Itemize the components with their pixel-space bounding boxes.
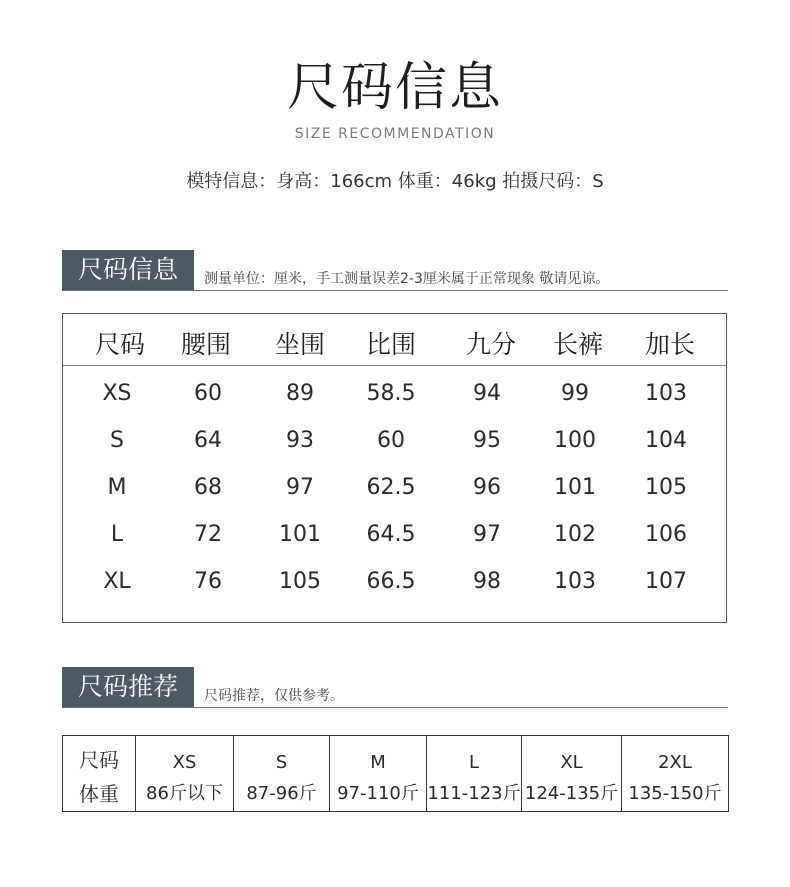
table-cell: 100 <box>554 428 596 453</box>
page-title: 尺码信息 <box>286 58 503 118</box>
table-cell: 105 <box>645 475 687 500</box>
table-cell: 68 <box>194 475 222 500</box>
table-cell: 101 <box>279 522 321 547</box>
table-cell: S <box>110 428 124 453</box>
table-cell: 96 <box>473 475 501 500</box>
table-cell: 103 <box>645 381 687 406</box>
table-cell: XL <box>103 569 131 594</box>
table-row <box>63 475 726 505</box>
table-cell: 98 <box>473 569 501 594</box>
table-cell: 94 <box>473 381 501 406</box>
table-cell: 60 <box>377 428 405 453</box>
table-cell: 102 <box>554 522 596 547</box>
table-cell: L <box>427 736 522 774</box>
table-cell: 99 <box>561 381 589 406</box>
table-cell: 60 <box>194 381 222 406</box>
size-row-label: 尺码 <box>63 736 136 774</box>
table-cell: 97 <box>473 522 501 547</box>
table-cell: 105 <box>279 569 321 594</box>
table-cell: 86斤以下 <box>136 773 234 812</box>
weight-row <box>63 773 729 812</box>
recommend-table <box>62 735 729 812</box>
table-row <box>63 569 726 599</box>
model-info: 模特信息：身高：166cm 体重：46kg 拍摄尺码：S <box>186 171 604 192</box>
table-cell: M <box>330 736 427 774</box>
table-cell: 62.5 <box>366 475 416 500</box>
table-cell: M <box>107 475 127 500</box>
column-header: 加长 <box>644 330 695 359</box>
table-cell: 97 <box>286 475 314 500</box>
size-section-header <box>62 250 728 291</box>
table-cell: 135-150斤 <box>622 773 729 812</box>
table-cell: XS <box>102 381 132 406</box>
column-header: 尺码 <box>94 330 145 359</box>
column-header: 长裤 <box>552 330 603 359</box>
column-header: 坐围 <box>274 330 325 359</box>
page-subtitle: SIZE RECOMMENDATION <box>294 126 496 142</box>
table-cell: 101 <box>554 475 596 500</box>
size-section-tag: 尺码信息 <box>62 250 194 290</box>
table-cell: 64.5 <box>366 522 416 547</box>
table-cell: 103 <box>554 569 596 594</box>
table-cell: 104 <box>645 428 687 453</box>
column-header: 比围 <box>365 330 416 359</box>
table-cell: 58.5 <box>366 381 416 406</box>
table-cell: 66.5 <box>366 569 416 594</box>
table-cell: L <box>110 522 124 547</box>
column-header: 九分 <box>465 330 516 359</box>
table-row <box>63 428 726 458</box>
recommend-section-tag: 尺码推荐 <box>62 667 194 707</box>
table-cell: 2XL <box>622 736 729 774</box>
recommend-section-note: 尺码推荐，仅供参考。 <box>204 688 344 704</box>
table-cell: 97-110斤 <box>330 773 427 812</box>
column-header: 腰围 <box>180 330 231 359</box>
table-row <box>63 381 726 411</box>
table-cell: 124-135斤 <box>522 773 622 812</box>
table-cell: 76 <box>194 569 222 594</box>
table-cell: 87-96斤 <box>234 773 330 812</box>
table-cell: 93 <box>286 428 314 453</box>
size-section-note: 测量单位：厘米，手工测量误差2-3厘米属于正常现象 敬请见谅。 <box>204 271 610 287</box>
table-cell: 106 <box>645 522 687 547</box>
table-cell: S <box>234 736 330 774</box>
size-table-header <box>63 314 726 366</box>
table-cell: 64 <box>194 428 222 453</box>
table-cell: 95 <box>473 428 501 453</box>
size-row <box>63 736 729 774</box>
recommend-section-header <box>62 667 728 708</box>
table-cell: 111-123斤 <box>427 773 522 812</box>
table-cell: 89 <box>286 381 314 406</box>
table-row <box>63 522 726 552</box>
weight-row-label: 体重 <box>63 773 136 812</box>
table-cell: 72 <box>194 522 222 547</box>
size-table <box>62 313 727 623</box>
table-cell: XL <box>522 736 622 774</box>
table-cell: 107 <box>645 569 687 594</box>
table-cell: XS <box>136 736 234 774</box>
